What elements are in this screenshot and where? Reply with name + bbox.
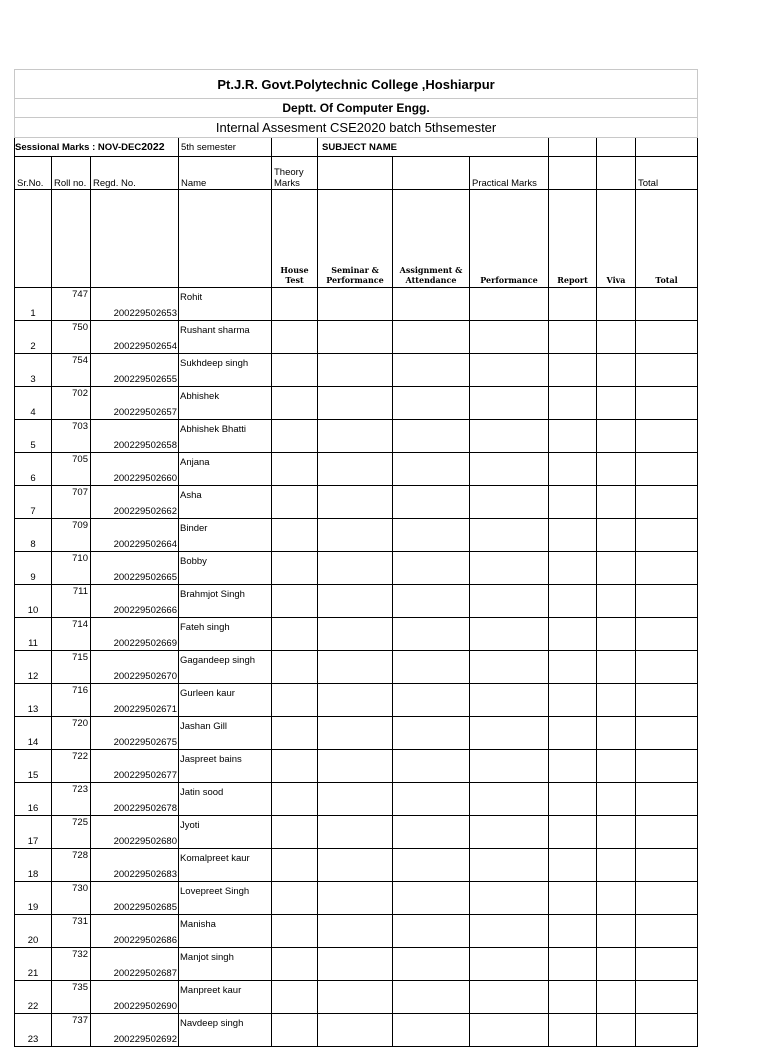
mark-cell-performance[interactable]	[470, 453, 549, 486]
subcol-seminar: Seminar & Performance	[318, 190, 393, 288]
col-practical-marks: Practical Marks	[470, 157, 549, 190]
name-cell: Sukhdeep singh	[179, 354, 272, 387]
mark-cell-assignment[interactable]	[393, 354, 470, 387]
mark-cell-seminar[interactable]	[318, 354, 393, 387]
mark-cell-seminar[interactable]	[318, 915, 393, 948]
subcol-house-test: House Test	[272, 190, 318, 288]
regd-no-cell: 200229502664	[91, 519, 179, 552]
mark-cell-seminar[interactable]	[318, 453, 393, 486]
regd-no-cell: 200229502692	[91, 1014, 179, 1047]
regd-no-cell: 200229502690	[91, 981, 179, 1014]
mark-cell-house-test[interactable]	[272, 816, 318, 849]
roll-no-cell: 715	[52, 651, 91, 684]
regd-no-cell: 200229502665	[91, 552, 179, 585]
mark-cell-report[interactable]	[549, 981, 597, 1014]
mark-cell-viva[interactable]	[597, 948, 636, 981]
regd-no-cell: 200229502685	[91, 882, 179, 915]
mark-cell-report[interactable]	[549, 1014, 597, 1047]
table-row	[15, 816, 698, 849]
mark-cell-house-test[interactable]	[272, 882, 318, 915]
mark-cell-performance[interactable]	[470, 552, 549, 585]
name-cell: Navdeep singh	[179, 1014, 272, 1047]
roll-no-cell: 707	[52, 486, 91, 519]
name-cell: Gurleen kaur	[179, 684, 272, 717]
mark-cell-report[interactable]	[549, 420, 597, 453]
college-title: Pt.J.R. Govt.Polytechnic College ,Hoshiarpur	[15, 70, 698, 99]
sr-no-cell: 4	[15, 387, 52, 420]
regd-no-cell: 200229502683	[91, 849, 179, 882]
regd-no-cell: 200229502654	[91, 321, 179, 354]
mark-cell-report[interactable]	[549, 915, 597, 948]
mark-cell-house-test[interactable]	[272, 750, 318, 783]
mark-cell-total[interactable]	[636, 849, 698, 882]
mark-cell-report[interactable]	[549, 288, 597, 321]
assessment-title: Internal Assesment CSE2020 batch 5thsemester	[15, 118, 698, 138]
mark-cell-report[interactable]	[549, 552, 597, 585]
name-cell: Rushant sharma	[179, 321, 272, 354]
roll-no-cell: 728	[52, 849, 91, 882]
mark-cell-viva[interactable]	[597, 387, 636, 420]
table-row	[15, 420, 698, 453]
mark-cell-viva[interactable]	[597, 783, 636, 816]
mark-cell-report[interactable]	[549, 783, 597, 816]
roll-no-cell: 750	[52, 321, 91, 354]
regd-no-cell: 200229502678	[91, 783, 179, 816]
mark-cell-seminar[interactable]	[318, 618, 393, 651]
roll-no-cell: 716	[52, 684, 91, 717]
mark-cell-seminar[interactable]	[318, 849, 393, 882]
mark-cell-assignment[interactable]	[393, 783, 470, 816]
mark-cell-house-test[interactable]	[272, 981, 318, 1014]
mark-cell-report[interactable]	[549, 519, 597, 552]
mark-cell-viva[interactable]	[597, 552, 636, 585]
mark-cell-seminar[interactable]	[318, 948, 393, 981]
table-row	[15, 750, 698, 783]
mark-cell-assignment[interactable]	[393, 618, 470, 651]
mark-cell-house-test[interactable]	[272, 1014, 318, 1047]
table-row	[15, 1014, 698, 1047]
subcol-viva: Viva	[597, 190, 636, 288]
mark-cell-viva[interactable]	[597, 981, 636, 1014]
regd-no-cell: 200229502655	[91, 354, 179, 387]
table-row	[15, 717, 698, 750]
mark-cell-total[interactable]	[636, 684, 698, 717]
mark-cell-viva[interactable]	[597, 717, 636, 750]
mark-cell-assignment[interactable]	[393, 981, 470, 1014]
regd-no-cell: 200229502660	[91, 453, 179, 486]
mark-cell-performance[interactable]	[470, 948, 549, 981]
name-cell: Manisha	[179, 915, 272, 948]
sr-no-cell: 18	[15, 849, 52, 882]
roll-no-cell: 737	[52, 1014, 91, 1047]
mark-cell-report[interactable]	[549, 882, 597, 915]
department-title: Deptt. Of Computer Engg.	[15, 99, 698, 118]
mark-cell-house-test[interactable]	[272, 453, 318, 486]
subcol-report: Report	[549, 190, 597, 288]
table-row	[15, 684, 698, 717]
sr-no-cell: 21	[15, 948, 52, 981]
mark-cell-viva[interactable]	[597, 354, 636, 387]
mark-cell-assignment[interactable]	[393, 684, 470, 717]
mark-cell-viva[interactable]	[597, 486, 636, 519]
mark-cell-total[interactable]	[636, 981, 698, 1014]
regd-no-cell: 200229502653	[91, 288, 179, 321]
mark-cell-viva[interactable]	[597, 585, 636, 618]
mark-cell-report[interactable]	[549, 651, 597, 684]
name-cell: Asha	[179, 486, 272, 519]
mark-cell-report[interactable]	[549, 750, 597, 783]
mark-cell-report[interactable]	[549, 486, 597, 519]
mark-cell-performance[interactable]	[470, 651, 549, 684]
name-cell: Abhishek	[179, 387, 272, 420]
semester-label: 5th semester	[179, 138, 272, 157]
mark-cell-performance[interactable]	[470, 915, 549, 948]
mark-cell-report[interactable]	[549, 816, 597, 849]
roll-no-cell: 722	[52, 750, 91, 783]
mark-cell-seminar[interactable]	[318, 1014, 393, 1047]
regd-no-cell: 200229502658	[91, 420, 179, 453]
name-cell: Abhishek Bhatti	[179, 420, 272, 453]
mark-cell-performance[interactable]	[470, 354, 549, 387]
mark-cell-assignment[interactable]	[393, 717, 470, 750]
mark-cell-performance[interactable]	[470, 750, 549, 783]
mark-cell-seminar[interactable]	[318, 420, 393, 453]
roll-no-cell: 754	[52, 354, 91, 387]
mark-cell-house-test[interactable]	[272, 585, 318, 618]
table-row	[15, 849, 698, 882]
regd-no-cell: 200229502669	[91, 618, 179, 651]
roll-no-cell: 725	[52, 816, 91, 849]
mark-cell-assignment[interactable]	[393, 519, 470, 552]
mark-cell-performance[interactable]	[470, 783, 549, 816]
sr-no-cell: 12	[15, 651, 52, 684]
col-regd-no: Regd. No.	[91, 157, 179, 190]
mark-cell-viva[interactable]	[597, 816, 636, 849]
mark-cell-total[interactable]	[636, 585, 698, 618]
mark-cell-report[interactable]	[549, 618, 597, 651]
mark-cell-assignment[interactable]	[393, 552, 470, 585]
name-cell: Manjot singh	[179, 948, 272, 981]
sr-no-cell: 8	[15, 519, 52, 552]
mark-cell-viva[interactable]	[597, 882, 636, 915]
mark-cell-house-test[interactable]	[272, 717, 318, 750]
mark-cell-total[interactable]	[636, 552, 698, 585]
roll-no-cell: 703	[52, 420, 91, 453]
table-row	[15, 948, 698, 981]
roll-no-cell: 735	[52, 981, 91, 1014]
mark-cell-performance[interactable]	[470, 321, 549, 354]
mark-cell-assignment[interactable]	[393, 585, 470, 618]
mark-cell-total[interactable]	[636, 288, 698, 321]
mark-cell-total[interactable]	[636, 948, 698, 981]
table-row	[15, 486, 698, 519]
table-row	[15, 882, 698, 915]
mark-cell-assignment[interactable]	[393, 288, 470, 321]
mark-cell-assignment[interactable]	[393, 849, 470, 882]
mark-cell-performance[interactable]	[470, 717, 549, 750]
sessional-marks-label: Sessional Marks : NOV-DEC2022	[15, 138, 179, 157]
mark-cell-house-test[interactable]	[272, 684, 318, 717]
mark-cell-seminar[interactable]	[318, 321, 393, 354]
regd-no-cell: 200229502670	[91, 651, 179, 684]
mark-cell-performance[interactable]	[470, 981, 549, 1014]
mark-cell-house-test[interactable]	[272, 354, 318, 387]
col-sr-no: Sr.No.	[15, 157, 52, 190]
mark-cell-viva[interactable]	[597, 750, 636, 783]
mark-cell-total[interactable]	[636, 651, 698, 684]
mark-cell-house-test[interactable]	[272, 552, 318, 585]
mark-cell-house-test[interactable]	[272, 948, 318, 981]
mark-cell-total[interactable]	[636, 915, 698, 948]
mark-cell-seminar[interactable]	[318, 552, 393, 585]
mark-cell-report[interactable]	[549, 684, 597, 717]
mark-cell-viva[interactable]	[597, 915, 636, 948]
table-row	[15, 321, 698, 354]
regd-no-cell: 200229502677	[91, 750, 179, 783]
regd-no-cell: 200229502671	[91, 684, 179, 717]
mark-cell-assignment[interactable]	[393, 750, 470, 783]
roll-no-cell: 702	[52, 387, 91, 420]
mark-cell-seminar[interactable]	[318, 783, 393, 816]
mark-cell-assignment[interactable]	[393, 321, 470, 354]
mark-cell-house-test[interactable]	[272, 783, 318, 816]
mark-cell-viva[interactable]	[597, 1014, 636, 1047]
roll-no-cell: 723	[52, 783, 91, 816]
mark-cell-total[interactable]	[636, 387, 698, 420]
name-cell: Fateh singh	[179, 618, 272, 651]
mark-cell-house-test[interactable]	[272, 618, 318, 651]
mark-cell-assignment[interactable]	[393, 948, 470, 981]
mark-cell-assignment[interactable]	[393, 387, 470, 420]
mark-cell-performance[interactable]	[470, 387, 549, 420]
mark-cell-seminar[interactable]	[318, 882, 393, 915]
sr-no-cell: 9	[15, 552, 52, 585]
mark-cell-performance[interactable]	[470, 684, 549, 717]
mark-cell-performance[interactable]	[470, 585, 549, 618]
table-row	[15, 354, 698, 387]
mark-cell-total[interactable]	[636, 618, 698, 651]
col-name: Name	[179, 157, 272, 190]
regd-no-cell: 200229502686	[91, 915, 179, 948]
mark-cell-report[interactable]	[549, 453, 597, 486]
roll-no-cell: 731	[52, 915, 91, 948]
name-cell: Jyoti	[179, 816, 272, 849]
regd-no-cell: 200229502687	[91, 948, 179, 981]
mark-cell-performance[interactable]	[470, 519, 549, 552]
mark-cell-assignment[interactable]	[393, 882, 470, 915]
mark-cell-seminar[interactable]	[318, 486, 393, 519]
mark-cell-total[interactable]	[636, 519, 698, 552]
table-row	[15, 981, 698, 1014]
sr-no-cell: 14	[15, 717, 52, 750]
col-total: Total	[636, 157, 698, 190]
table-row	[15, 585, 698, 618]
col-roll-no: Roll no.	[52, 157, 91, 190]
sr-no-cell: 7	[15, 486, 52, 519]
mark-cell-report[interactable]	[549, 354, 597, 387]
name-cell: Komalpreet kaur	[179, 849, 272, 882]
roll-no-cell: 732	[52, 948, 91, 981]
mark-cell-assignment[interactable]	[393, 651, 470, 684]
sr-no-cell: 5	[15, 420, 52, 453]
mark-cell-total[interactable]	[636, 783, 698, 816]
mark-cell-seminar[interactable]	[318, 684, 393, 717]
roll-no-cell: 710	[52, 552, 91, 585]
regd-no-cell: 200229502675	[91, 717, 179, 750]
name-cell: Jatin sood	[179, 783, 272, 816]
mark-cell-report[interactable]	[549, 321, 597, 354]
mark-cell-seminar[interactable]	[318, 816, 393, 849]
mark-cell-report[interactable]	[549, 717, 597, 750]
name-cell: Jashan Gill	[179, 717, 272, 750]
sr-no-cell: 20	[15, 915, 52, 948]
mark-cell-performance[interactable]	[470, 420, 549, 453]
mark-cell-house-test[interactable]	[272, 915, 318, 948]
mark-cell-performance[interactable]	[470, 618, 549, 651]
assessment-sheet	[14, 69, 697, 1047]
mark-cell-performance[interactable]	[470, 816, 549, 849]
mark-cell-total[interactable]	[636, 882, 698, 915]
sr-no-cell: 23	[15, 1014, 52, 1047]
subcol-total: Total	[636, 190, 698, 288]
sr-no-cell: 22	[15, 981, 52, 1014]
table-row	[15, 651, 698, 684]
student-rows	[15, 288, 698, 1047]
mark-cell-house-test[interactable]	[272, 486, 318, 519]
regd-no-cell: 200229502680	[91, 816, 179, 849]
regd-no-cell: 200229502662	[91, 486, 179, 519]
name-cell: Lovepreet Singh	[179, 882, 272, 915]
mark-cell-seminar[interactable]	[318, 288, 393, 321]
name-cell: Anjana	[179, 453, 272, 486]
table-row	[15, 783, 698, 816]
mark-cell-report[interactable]	[549, 948, 597, 981]
sr-no-cell: 6	[15, 453, 52, 486]
name-cell: Gagandeep singh	[179, 651, 272, 684]
mark-cell-total[interactable]	[636, 1014, 698, 1047]
sr-no-cell: 19	[15, 882, 52, 915]
mark-cell-assignment[interactable]	[393, 1014, 470, 1047]
mark-cell-viva[interactable]	[597, 321, 636, 354]
mark-cell-seminar[interactable]	[318, 585, 393, 618]
table-row	[15, 618, 698, 651]
mark-cell-seminar[interactable]	[318, 750, 393, 783]
mark-cell-viva[interactable]	[597, 618, 636, 651]
mark-cell-assignment[interactable]	[393, 816, 470, 849]
marks-table	[14, 69, 698, 1047]
sr-no-cell: 10	[15, 585, 52, 618]
roll-no-cell: 747	[52, 288, 91, 321]
col-theory-marks: Theory Marks	[272, 157, 318, 190]
mark-cell-total[interactable]	[636, 486, 698, 519]
table-row	[15, 387, 698, 420]
sr-no-cell: 17	[15, 816, 52, 849]
mark-cell-total[interactable]	[636, 816, 698, 849]
sr-no-cell: 1	[15, 288, 52, 321]
regd-no-cell: 200229502657	[91, 387, 179, 420]
mark-cell-viva[interactable]	[597, 519, 636, 552]
mark-cell-house-test[interactable]	[272, 651, 318, 684]
mark-cell-assignment[interactable]	[393, 915, 470, 948]
roll-no-cell: 705	[52, 453, 91, 486]
mark-cell-seminar[interactable]	[318, 387, 393, 420]
subject-name: SUBJECT NAME	[318, 138, 549, 157]
mark-cell-seminar[interactable]	[318, 651, 393, 684]
mark-cell-performance[interactable]	[470, 288, 549, 321]
table-row	[15, 915, 698, 948]
mark-cell-total[interactable]	[636, 453, 698, 486]
mark-cell-performance[interactable]	[470, 849, 549, 882]
mark-cell-report[interactable]	[549, 387, 597, 420]
name-cell: Jaspreet bains	[179, 750, 272, 783]
mark-cell-viva[interactable]	[597, 453, 636, 486]
name-cell: Bobby	[179, 552, 272, 585]
roll-no-cell: 714	[52, 618, 91, 651]
sr-no-cell: 16	[15, 783, 52, 816]
mark-cell-house-test[interactable]	[272, 519, 318, 552]
mark-cell-total[interactable]	[636, 750, 698, 783]
mark-cell-assignment[interactable]	[393, 453, 470, 486]
mark-cell-viva[interactable]	[597, 684, 636, 717]
name-cell: Rohit	[179, 288, 272, 321]
mark-cell-house-test[interactable]	[272, 387, 318, 420]
mark-cell-performance[interactable]	[470, 1014, 549, 1047]
mark-cell-house-test[interactable]	[272, 321, 318, 354]
subcol-assignment: Assignment & Attendance	[393, 190, 470, 288]
regd-no-cell: 200229502666	[91, 585, 179, 618]
mark-cell-report[interactable]	[549, 849, 597, 882]
name-cell: Manpreet kaur	[179, 981, 272, 1014]
mark-cell-house-test[interactable]	[272, 288, 318, 321]
mark-cell-total[interactable]	[636, 354, 698, 387]
table-row	[15, 288, 698, 321]
sr-no-cell: 11	[15, 618, 52, 651]
mark-cell-seminar[interactable]	[318, 519, 393, 552]
mark-cell-total[interactable]	[636, 717, 698, 750]
mark-cell-house-test[interactable]	[272, 849, 318, 882]
roll-no-cell: 711	[52, 585, 91, 618]
sr-no-cell: 3	[15, 354, 52, 387]
mark-cell-total[interactable]	[636, 420, 698, 453]
mark-cell-viva[interactable]	[597, 651, 636, 684]
roll-no-cell: 720	[52, 717, 91, 750]
mark-cell-assignment[interactable]	[393, 486, 470, 519]
name-cell: Brahmjot Singh	[179, 585, 272, 618]
table-row	[15, 453, 698, 486]
sr-no-cell: 2	[15, 321, 52, 354]
mark-cell-total[interactable]	[636, 321, 698, 354]
mark-cell-report[interactable]	[549, 585, 597, 618]
subcol-performance: Performance	[470, 190, 549, 288]
table-row	[15, 519, 698, 552]
mark-cell-performance[interactable]	[470, 486, 549, 519]
mark-cell-performance[interactable]	[470, 882, 549, 915]
mark-cell-viva[interactable]	[597, 420, 636, 453]
mark-cell-house-test[interactable]	[272, 420, 318, 453]
mark-cell-viva[interactable]	[597, 849, 636, 882]
mark-cell-assignment[interactable]	[393, 420, 470, 453]
sr-no-cell: 15	[15, 750, 52, 783]
roll-no-cell: 730	[52, 882, 91, 915]
mark-cell-seminar[interactable]	[318, 717, 393, 750]
name-cell: Binder	[179, 519, 272, 552]
mark-cell-seminar[interactable]	[318, 981, 393, 1014]
roll-no-cell: 709	[52, 519, 91, 552]
mark-cell-viva[interactable]	[597, 288, 636, 321]
sr-no-cell: 13	[15, 684, 52, 717]
table-row	[15, 552, 698, 585]
